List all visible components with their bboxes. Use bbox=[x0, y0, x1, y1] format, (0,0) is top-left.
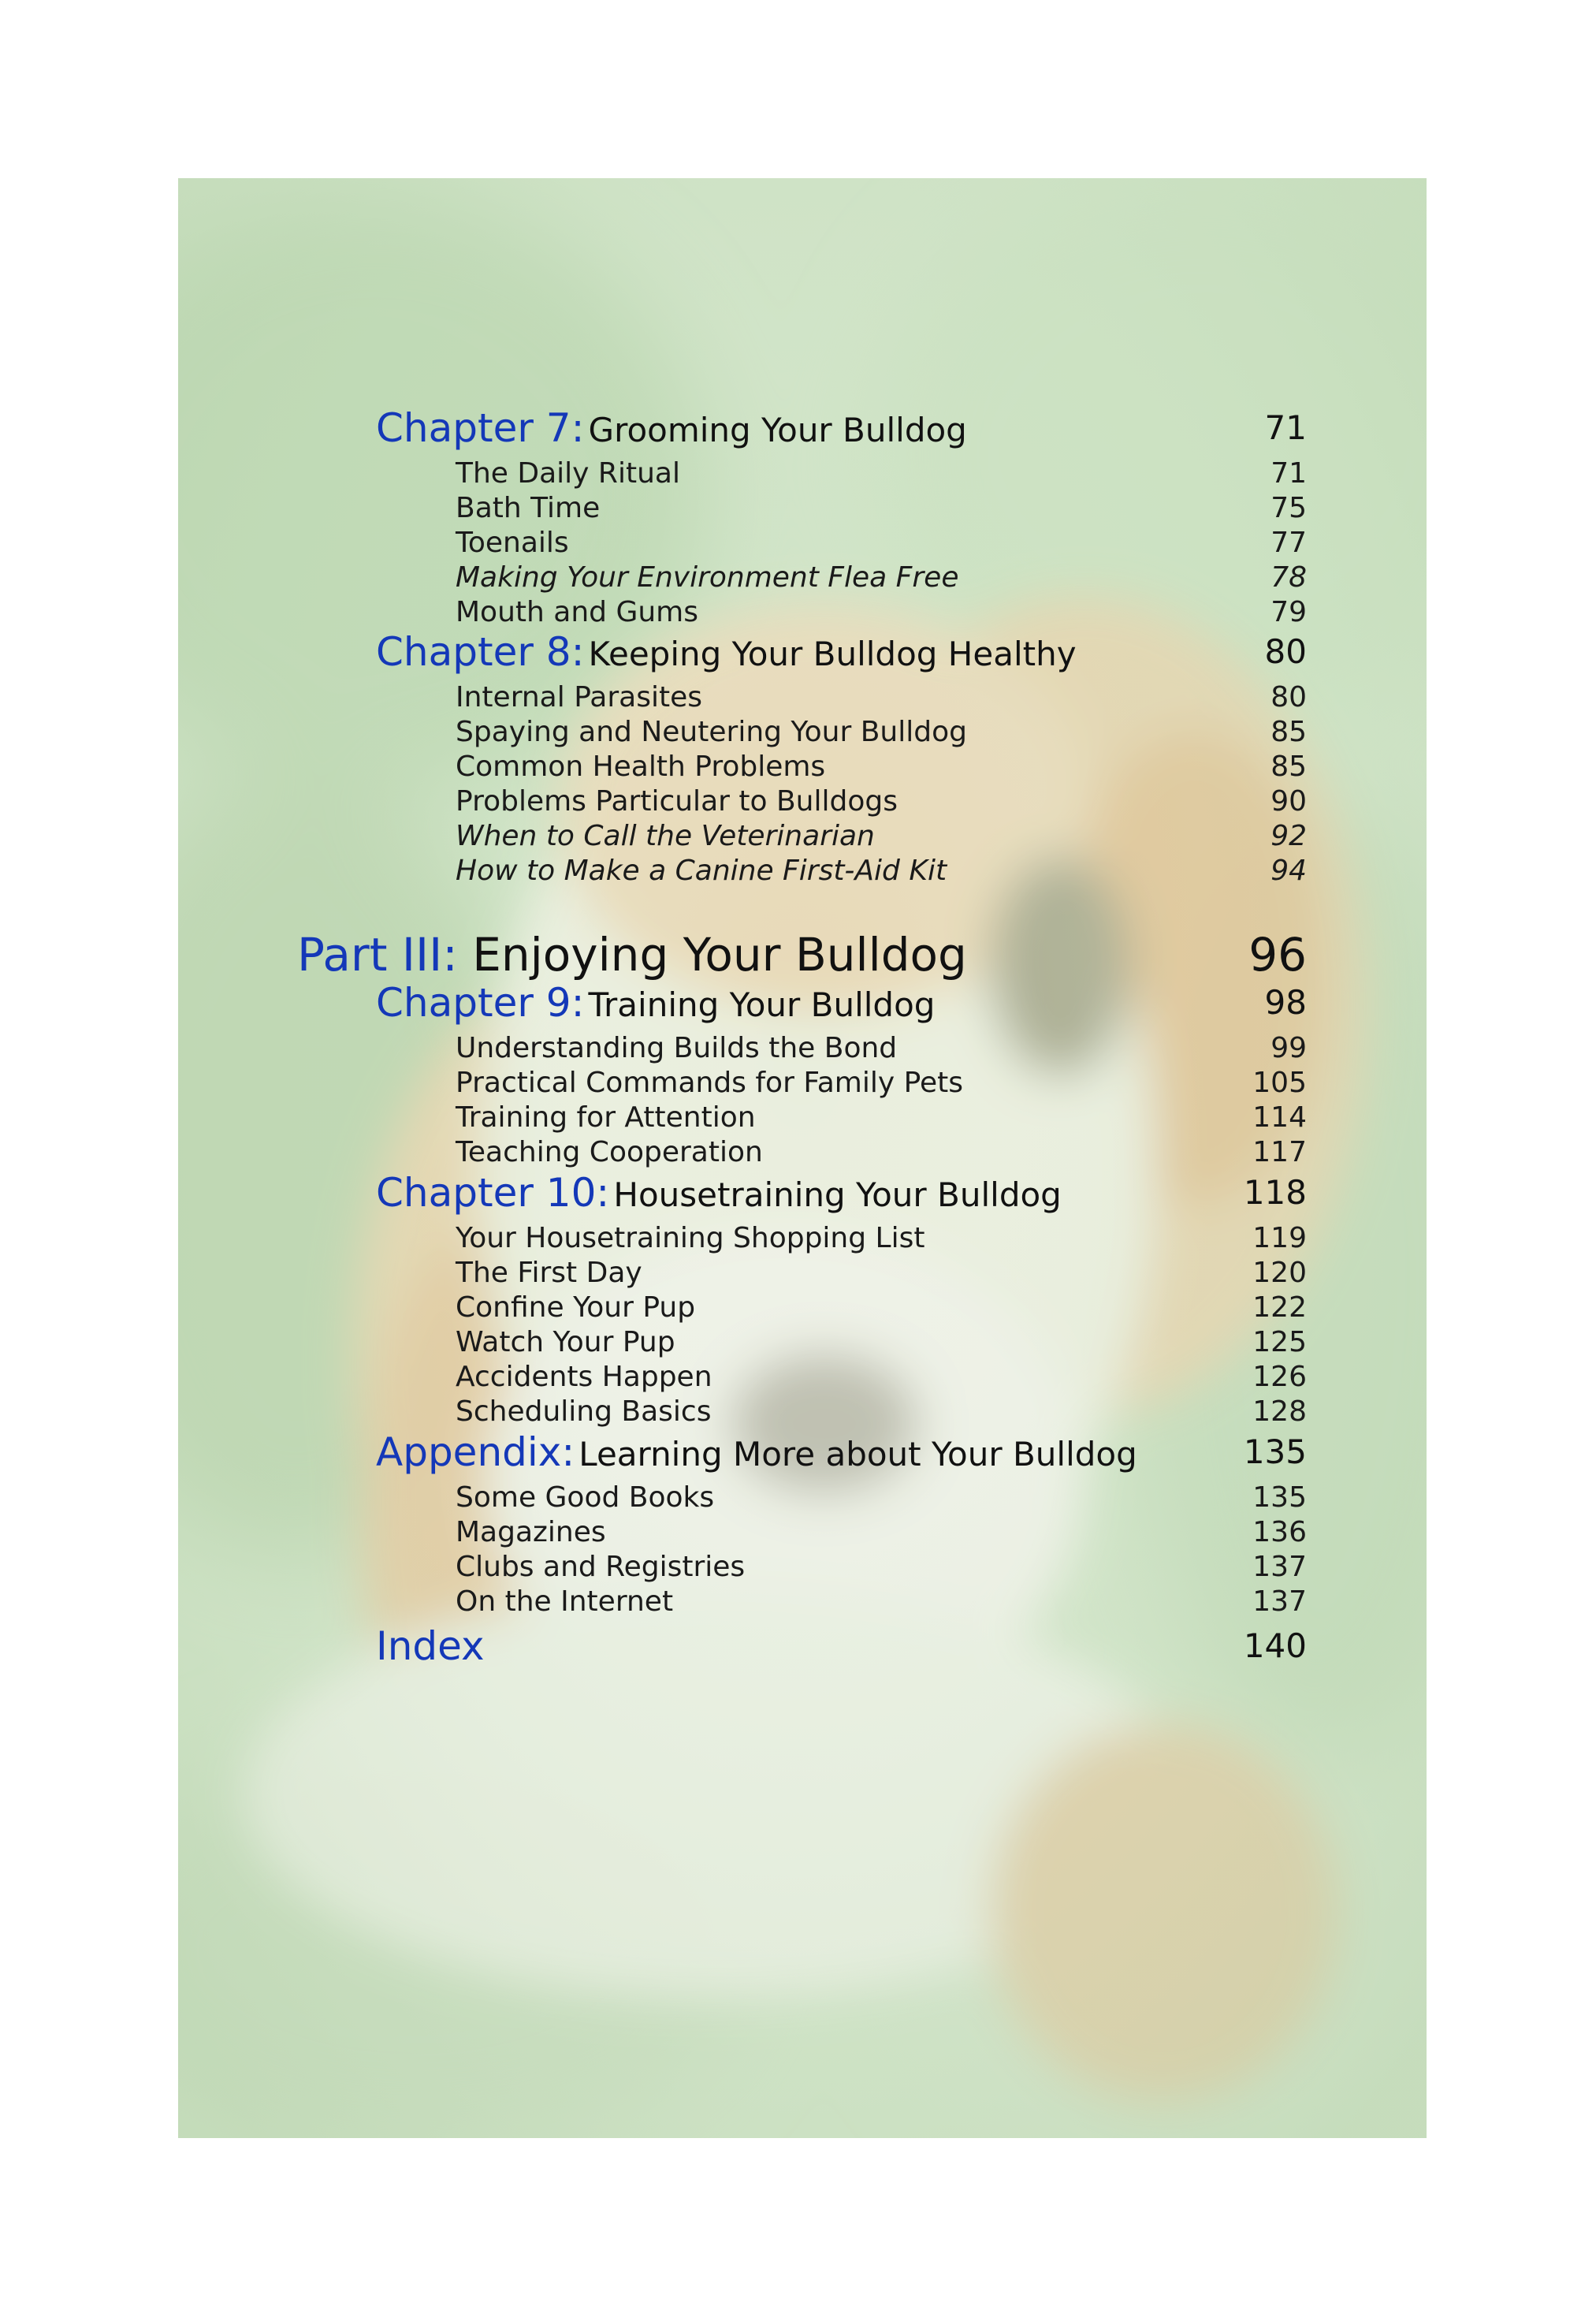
sidebar-title: How to Make a Canine First-Aid Kit bbox=[456, 855, 947, 887]
appendix-keyword: Appendix: bbox=[376, 1429, 575, 1475]
part-3-page-number: 96 bbox=[1248, 928, 1307, 982]
chapter-7-keyword: Chapter 7: bbox=[376, 405, 585, 451]
chapter-7-title: Grooming Your Bulldog bbox=[588, 411, 967, 449]
section-page-number: 90 bbox=[1270, 785, 1307, 818]
table-of-contents bbox=[178, 178, 1427, 2138]
section-title: Practical Commands for Family Pets bbox=[456, 1067, 964, 1099]
appendix-title: Learning More about Your Bulldog bbox=[579, 1435, 1137, 1473]
section-title: Toenails bbox=[456, 527, 569, 559]
sidebar-title: When to Call the Veterinarian bbox=[456, 820, 875, 852]
toc-section-spaying-neutering[interactable] bbox=[178, 715, 1427, 750]
chapter-10-keyword: Chapter 10: bbox=[376, 1170, 610, 1216]
section-title: Mouth and Gums bbox=[456, 596, 698, 628]
toc-section-good-books[interactable] bbox=[178, 1481, 1427, 1515]
toc-chapter-10[interactable] bbox=[178, 1170, 1427, 1216]
toc-chapter-8[interactable] bbox=[178, 629, 1427, 675]
part-3-keyword: Part III: bbox=[297, 928, 458, 982]
section-page-number: 128 bbox=[1252, 1395, 1307, 1428]
toc-section-training-attention[interactable] bbox=[178, 1101, 1427, 1135]
toc-chapter-7[interactable] bbox=[178, 405, 1427, 451]
sidebar-title: Making Your Environment Flea Free bbox=[456, 561, 959, 594]
section-title: Common Health Problems bbox=[456, 751, 826, 783]
part-3-title: Enjoying Your Bulldog bbox=[472, 928, 967, 982]
toc-section-internet[interactable] bbox=[178, 1585, 1427, 1619]
toc-section-bath-time[interactable] bbox=[178, 491, 1427, 526]
toc-section-confine-pup[interactable] bbox=[178, 1291, 1427, 1325]
section-title: Teaching Cooperation bbox=[456, 1136, 763, 1168]
toc-section-practical-commands[interactable] bbox=[178, 1066, 1427, 1101]
chapter-8-keyword: Chapter 8: bbox=[376, 629, 585, 675]
section-title: Understanding Builds the Bond bbox=[456, 1032, 898, 1064]
section-title: Scheduling Basics bbox=[456, 1395, 712, 1428]
toc-section-problems-particular[interactable] bbox=[178, 784, 1427, 819]
toc-section-shopping-list[interactable] bbox=[178, 1221, 1427, 1256]
toc-sidebar-first-aid-kit[interactable] bbox=[178, 854, 1427, 888]
section-title: Spaying and Neutering Your Bulldog bbox=[456, 716, 967, 748]
chapter-9-keyword: Chapter 9: bbox=[376, 980, 585, 1026]
section-page-number: 99 bbox=[1270, 1032, 1307, 1064]
toc-section-scheduling-basics[interactable] bbox=[178, 1395, 1427, 1429]
toc-section-teaching-cooperation[interactable] bbox=[178, 1135, 1427, 1170]
section-title: The Daily Ritual bbox=[456, 457, 680, 490]
section-page-number: 114 bbox=[1252, 1101, 1307, 1134]
toc-section-mouth-and-gums[interactable] bbox=[178, 595, 1427, 630]
section-page-number: 77 bbox=[1270, 527, 1307, 559]
toc-section-first-day[interactable] bbox=[178, 1256, 1427, 1291]
toc-section-clubs-registries[interactable] bbox=[178, 1550, 1427, 1585]
chapter-8-title: Keeping Your Bulldog Healthy bbox=[588, 635, 1077, 673]
section-page-number: 126 bbox=[1252, 1361, 1307, 1393]
section-title: Confine Your Pup bbox=[456, 1291, 696, 1324]
section-page-number: 137 bbox=[1252, 1585, 1307, 1618]
section-title: Internal Parasites bbox=[456, 681, 702, 713]
toc-section-magazines[interactable] bbox=[178, 1515, 1427, 1550]
section-title: Accidents Happen bbox=[456, 1361, 712, 1393]
section-page-number: 71 bbox=[1270, 457, 1307, 490]
toc-appendix[interactable] bbox=[178, 1429, 1427, 1475]
section-page-number: 119 bbox=[1252, 1222, 1307, 1254]
toc-section-accidents-happen[interactable] bbox=[178, 1360, 1427, 1395]
section-page-number: 80 bbox=[1270, 681, 1307, 713]
sidebar-page-number: 92 bbox=[1270, 820, 1307, 852]
section-title: Magazines bbox=[456, 1516, 606, 1548]
section-page-number: 120 bbox=[1252, 1257, 1307, 1289]
section-page-number: 137 bbox=[1252, 1551, 1307, 1583]
section-title: Clubs and Registries bbox=[456, 1551, 746, 1583]
section-page-number: 117 bbox=[1252, 1136, 1307, 1168]
index-keyword: Index bbox=[376, 1623, 485, 1669]
section-page-number: 125 bbox=[1252, 1326, 1307, 1358]
chapter-7-page-number: 71 bbox=[1264, 408, 1307, 447]
toc-index[interactable] bbox=[178, 1623, 1427, 1669]
index-page-number: 140 bbox=[1243, 1626, 1307, 1665]
toc-section-understanding-bond[interactable] bbox=[178, 1031, 1427, 1066]
sidebar-page-number: 94 bbox=[1270, 855, 1307, 887]
appendix-page-number: 135 bbox=[1243, 1432, 1307, 1471]
chapter-10-page-number: 118 bbox=[1243, 1173, 1307, 1212]
section-page-number: 75 bbox=[1270, 492, 1307, 524]
section-page-number: 79 bbox=[1270, 596, 1307, 628]
chapter-10-title: Housetraining Your Bulldog bbox=[613, 1175, 1062, 1214]
toc-section-toenails[interactable] bbox=[178, 526, 1427, 561]
section-page-number: 105 bbox=[1252, 1067, 1307, 1099]
section-page-number: 136 bbox=[1252, 1516, 1307, 1548]
section-title: On the Internet bbox=[456, 1585, 674, 1618]
toc-part-3[interactable] bbox=[178, 927, 1427, 982]
toc-sidebar-flea-free[interactable] bbox=[178, 561, 1427, 595]
toc-page-panel bbox=[178, 178, 1427, 2138]
section-title: Some Good Books bbox=[456, 1481, 715, 1514]
toc-section-the-daily-ritual[interactable] bbox=[178, 456, 1427, 491]
sidebar-page-number: 78 bbox=[1270, 561, 1307, 594]
section-title: Problems Particular to Bulldogs bbox=[456, 785, 898, 818]
section-title: Watch Your Pup bbox=[456, 1326, 675, 1358]
toc-section-internal-parasites[interactable] bbox=[178, 680, 1427, 715]
toc-chapter-9[interactable] bbox=[178, 980, 1427, 1026]
section-page-number: 135 bbox=[1252, 1481, 1307, 1514]
section-title: The First Day bbox=[456, 1257, 642, 1289]
section-page-number: 85 bbox=[1270, 751, 1307, 783]
toc-section-common-health-problems[interactable] bbox=[178, 750, 1427, 784]
section-page-number: 122 bbox=[1252, 1291, 1307, 1324]
toc-section-watch-pup[interactable] bbox=[178, 1325, 1427, 1360]
section-title: Training for Attention bbox=[456, 1101, 756, 1134]
toc-sidebar-call-veterinarian[interactable] bbox=[178, 819, 1427, 854]
chapter-9-page-number: 98 bbox=[1264, 983, 1307, 1022]
chapter-9-title: Training Your Bulldog bbox=[588, 985, 936, 1024]
section-page-number: 85 bbox=[1270, 716, 1307, 748]
section-title: Bath Time bbox=[456, 492, 601, 524]
section-title: Your Housetraining Shopping List bbox=[456, 1222, 925, 1254]
chapter-8-page-number: 80 bbox=[1264, 632, 1307, 671]
